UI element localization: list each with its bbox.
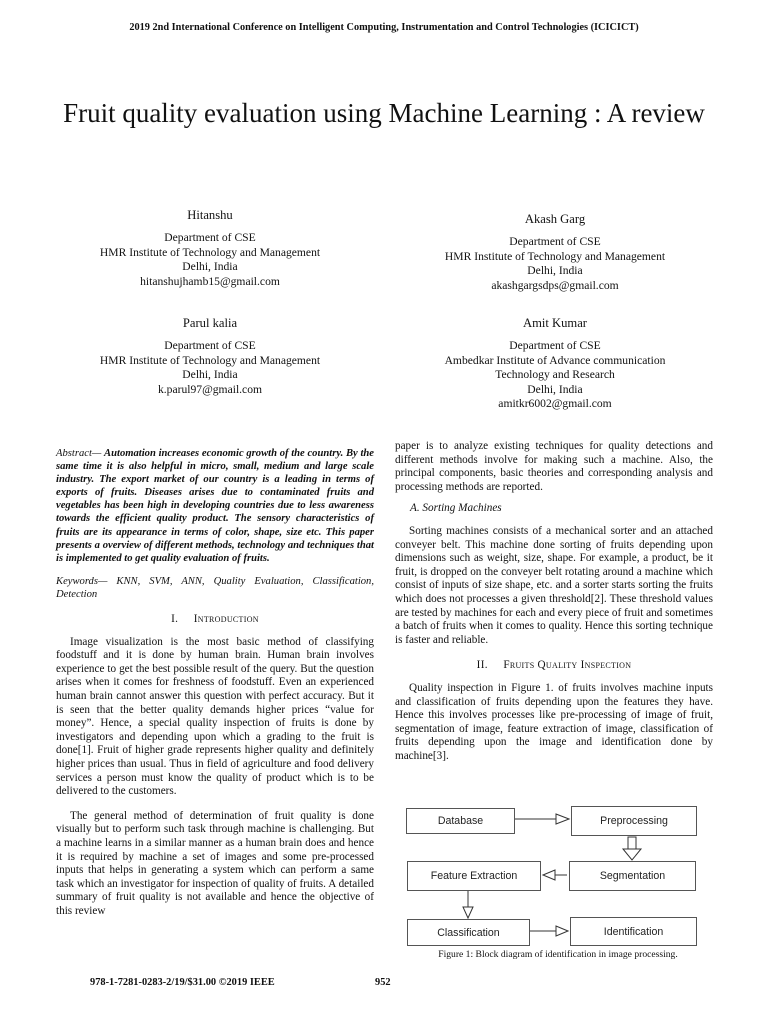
intro-continued: paper is to analyze existing techniques for quality detections and different methods involve for making such a machine. Also, the principal components, basic theories and corresponding analysis and processing methods are reported.	[395, 440, 713, 493]
intro-paragraph: Image visualization is the most basic method of classifying foodstuff and it is done by human brain. Human brain involves experience to get the best possible result of the query. But the question arises when it comes for freshness of foodstuff. Even an experienced human brain cannot answer this question with perfect accuracy. But it is seen that the better quality demands higher prices “value for money”. Hence, a special quality inspection of fruits is done by investigators and depending upon which a grading to the fruit is done[1]. Fruit of higher grade represents higher quality and definitely higher prices than usual. Thus in field of agriculture and food delivery services a person must know the quality of product which is to be delivered to the customers.	[56, 635, 374, 798]
author-location: Delhi, India	[182, 260, 238, 274]
section-heading-inspection	[395, 659, 713, 673]
author-email: hitanshujhamb15@gmail.com	[140, 274, 280, 288]
author-email: amitkr6002@gmail.com	[498, 397, 612, 411]
author-dept: Department of CSE	[164, 339, 256, 353]
author-name: Amit Kumar	[522, 316, 587, 330]
classification-box: Classification	[407, 919, 530, 946]
abstract-label: Abstract—	[56, 448, 102, 459]
author-email: k.parul97@gmail.com	[157, 382, 263, 396]
figure-caption: Figure 1: Block diagram of identification in image processing.	[438, 949, 678, 960]
keywords	[56, 575, 374, 601]
left-column	[56, 447, 374, 919]
author-location: Delhi, India	[527, 382, 583, 396]
author-institute: HMR Institute of Technology and Management	[99, 353, 321, 367]
section-number: II.	[476, 659, 488, 672]
arrow-head	[463, 907, 473, 918]
block-diagram	[404, 800, 712, 946]
author-block	[400, 212, 710, 293]
author-institute: HMR Institute of Technology and Management	[444, 249, 666, 263]
author-block	[400, 316, 710, 411]
author-block	[60, 208, 360, 289]
subsection-heading-sorting: A. Sorting Machines	[410, 502, 502, 515]
keywords-label: Keywords—	[56, 575, 108, 587]
footer-isbn: 978-1-7281-0283-2/19/$31.00 ©2019 IEEE	[90, 977, 275, 988]
author-institute: Ambedkar Institute of Advance communication Technology and Research	[444, 353, 666, 382]
keywords-text: KNN, SVM, ANN, Quality Evaluation, Classification, Detection	[56, 575, 375, 600]
abstract	[56, 447, 374, 565]
abstract-text: Automation increases economic growth of the country. By the same time it is also helpful in micro, small, medium and large scale industry. The export market of our country is a leading in terms of exports of fruits. Diseases arises due to contaminated fruits and vegetables has been high in developing countries due to less awareness towards the efficient quality product. The sensory characteristics of fruits are its appearance in terms of color, shape, size etc. This paper presents a overview of different methods, technology and techniques that is implemented to get quality evaluation of fruits.	[56, 448, 375, 564]
arrow-head	[623, 849, 641, 860]
preprocessing-box: Preprocessing	[571, 806, 697, 836]
author-email: akashgargsdps@gmail.com	[491, 278, 619, 292]
segmentation-box: Segmentation	[569, 861, 696, 891]
section-heading-introduction	[56, 613, 374, 627]
section-title: Introduction	[193, 613, 259, 626]
arrow-head	[543, 870, 555, 880]
arrow-head	[556, 926, 568, 936]
author-name: Parul kalia	[182, 316, 238, 330]
right-column	[395, 440, 713, 763]
conference-header: 2019 2nd International Conference on Intelligent Computing, Instrumentation and Control Technologies (ICICICT)	[129, 22, 639, 33]
author-name: Hitanshu	[187, 208, 233, 222]
identification-box: Identification	[570, 917, 697, 946]
author-dept: Department of CSE	[164, 231, 256, 245]
author-name: Akash Garg	[524, 212, 586, 226]
author-location: Delhi, India	[527, 264, 583, 278]
inspection-paragraph: Quality inspection in Figure 1. of fruits involves machine inputs and classification of fruits depending upon the features they have. Hence this involves processes like pre-processing of image of fruit, segmentation of image, feature extraction of image, classification of fruits depending upon the image and identification done by machine[3].	[395, 681, 713, 762]
database-box: Database	[406, 808, 515, 834]
arrow-preprocessing-to-segmentation	[628, 837, 636, 849]
author-location: Delhi, India	[182, 368, 238, 382]
section-number: I.	[171, 613, 179, 626]
author-institute: HMR Institute of Technology and Management	[99, 245, 321, 259]
page-number: 952	[375, 977, 391, 988]
author-dept: Department of CSE	[509, 339, 601, 353]
section-title: Fruits Quality Inspection	[503, 659, 632, 672]
feature-extraction-box: Feature Extraction	[407, 861, 541, 891]
paper-title: Fruit quality evaluation using Machine Learning : A review	[63, 98, 705, 128]
arrow-head	[556, 814, 569, 824]
author-dept: Department of CSE	[509, 235, 601, 249]
intro-paragraph: The general method of determination of fruit quality is done visually but to perform such task through machine is challenging. But a machine learns in a similar manner as a human brain does and hence it is required by machine a set of images and some pre-processed inputs that helps in generating a system which can perform a same task which an investigator for inspection of quality of fruits. A detailed summary of fruit quality is not available and hence the objective of this review	[56, 809, 374, 917]
author-block	[60, 316, 360, 397]
sorting-paragraph: Sorting machines consists of a mechanical sorter and an attached conveyer belt. This machine done sorting of fruits depending upon dimensions such as weight, size, shape. For example, a product, be it fruit, is dropped on the conveyer belt rotating around a machine which consist of inputs of size shape, etc. and a sorter starts sorting the fruits which does not processes a given threshold[2]. These threshold values are tested by machines for each and every piece of fruit and sometimes a batch of fruits when it comes to quality. Hence this sorting technique is faster and reliable.	[395, 524, 713, 646]
